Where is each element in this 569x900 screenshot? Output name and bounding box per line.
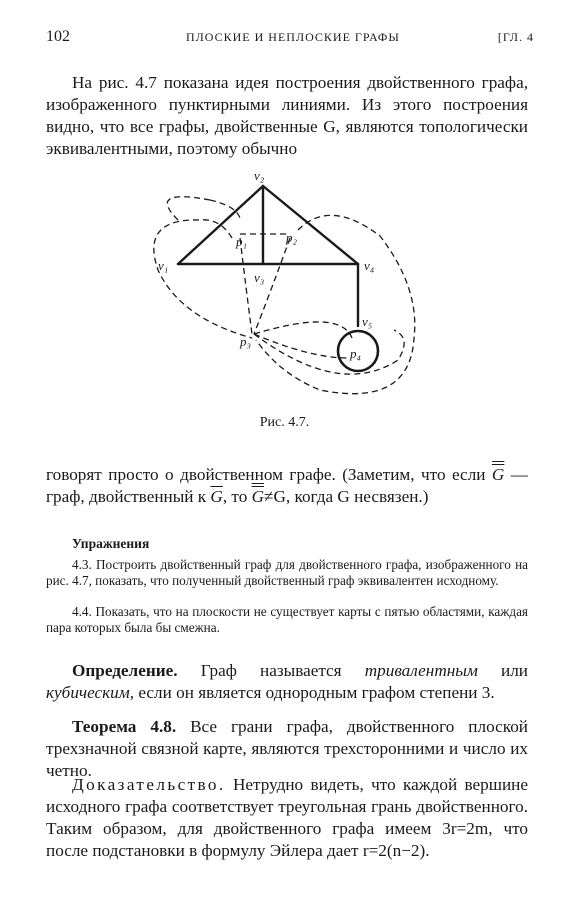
label-v1: v₁ [158, 258, 169, 273]
paragraph-proof: Доказательство. Нетрудно видеть, что каждой вершине исходного графа соответствует треугольная грань двойственного. Таким образом, для двойственного графа имеем 3r=2m, что после подстановки в формулу Эйлера дает r=2(n−2). [46, 775, 528, 860]
exercise-4-4: 4.4. Показать, что на плоскости не существует карты с пятью областями, каждая пара которых была бы смежна. [46, 604, 528, 635]
label-v3: v₃ [254, 270, 265, 285]
exercises-heading: Упражнения [72, 536, 150, 551]
figure-caption: Рис. 4.7. [259, 415, 310, 430]
label-p1: p₁ [236, 234, 248, 249]
label-v4: v₄ [364, 258, 375, 273]
label-p2: p₂ [286, 230, 298, 245]
label-p4: p₄ [350, 346, 362, 361]
dual-edge-p2-outer [256, 215, 415, 393]
label-v5: v₅ [362, 314, 373, 329]
exercise-4-3: 4.3. Построить двойственный граф для двойственного графа, изображенного на рис. 4.7, показать, что полученный двойственный граф эквивалентен исходному. [46, 557, 528, 588]
paragraph-theorem: Теорема 4.8. Все грани графа, двойственного плоской трехзначной связной карте, являются трехсторонними и число их четно. [46, 717, 529, 780]
edge-v2-v4 [263, 186, 358, 264]
figure-4-7-graph [140, 158, 440, 436]
paragraph-dual-note: говорят просто о двойственном графе. (Заметим, что если G — граф, двойственный к $\overline{G}$, то G≠G, когда G несвязен.) [46, 465, 528, 506]
chapter-marker: [ГЛ. 4 [497, 30, 534, 44]
label-p3: p₃ [240, 334, 252, 349]
label-v2: v₂ [254, 168, 265, 183]
dual-edge-p1-p3 [240, 238, 252, 334]
dual-edge-p3-loop-outer [254, 330, 404, 374]
edge-v1-v2 [178, 186, 263, 264]
running-title: ПЛОСКИЕ И НЕПЛОСКИЕ ГРАФЫ [186, 30, 400, 44]
page-header [46, 28, 534, 48]
dual-edge-p3-p4-a [254, 322, 352, 338]
page-number: 102 [46, 28, 70, 45]
dual-edge-p2-p3 [254, 238, 290, 334]
paragraph-definition: Определение. Граф называется тривалентным или кубическим, если он является однородным графом степени 3. [46, 661, 528, 702]
paragraph-intro: На рис. 4.7 показана идея построения двойственного графа, изображенного пунктирными линиями. Из этого построения видно, что все графы, двойственные G, являются топологически эквивалентными, поэтому обычно [46, 73, 528, 158]
